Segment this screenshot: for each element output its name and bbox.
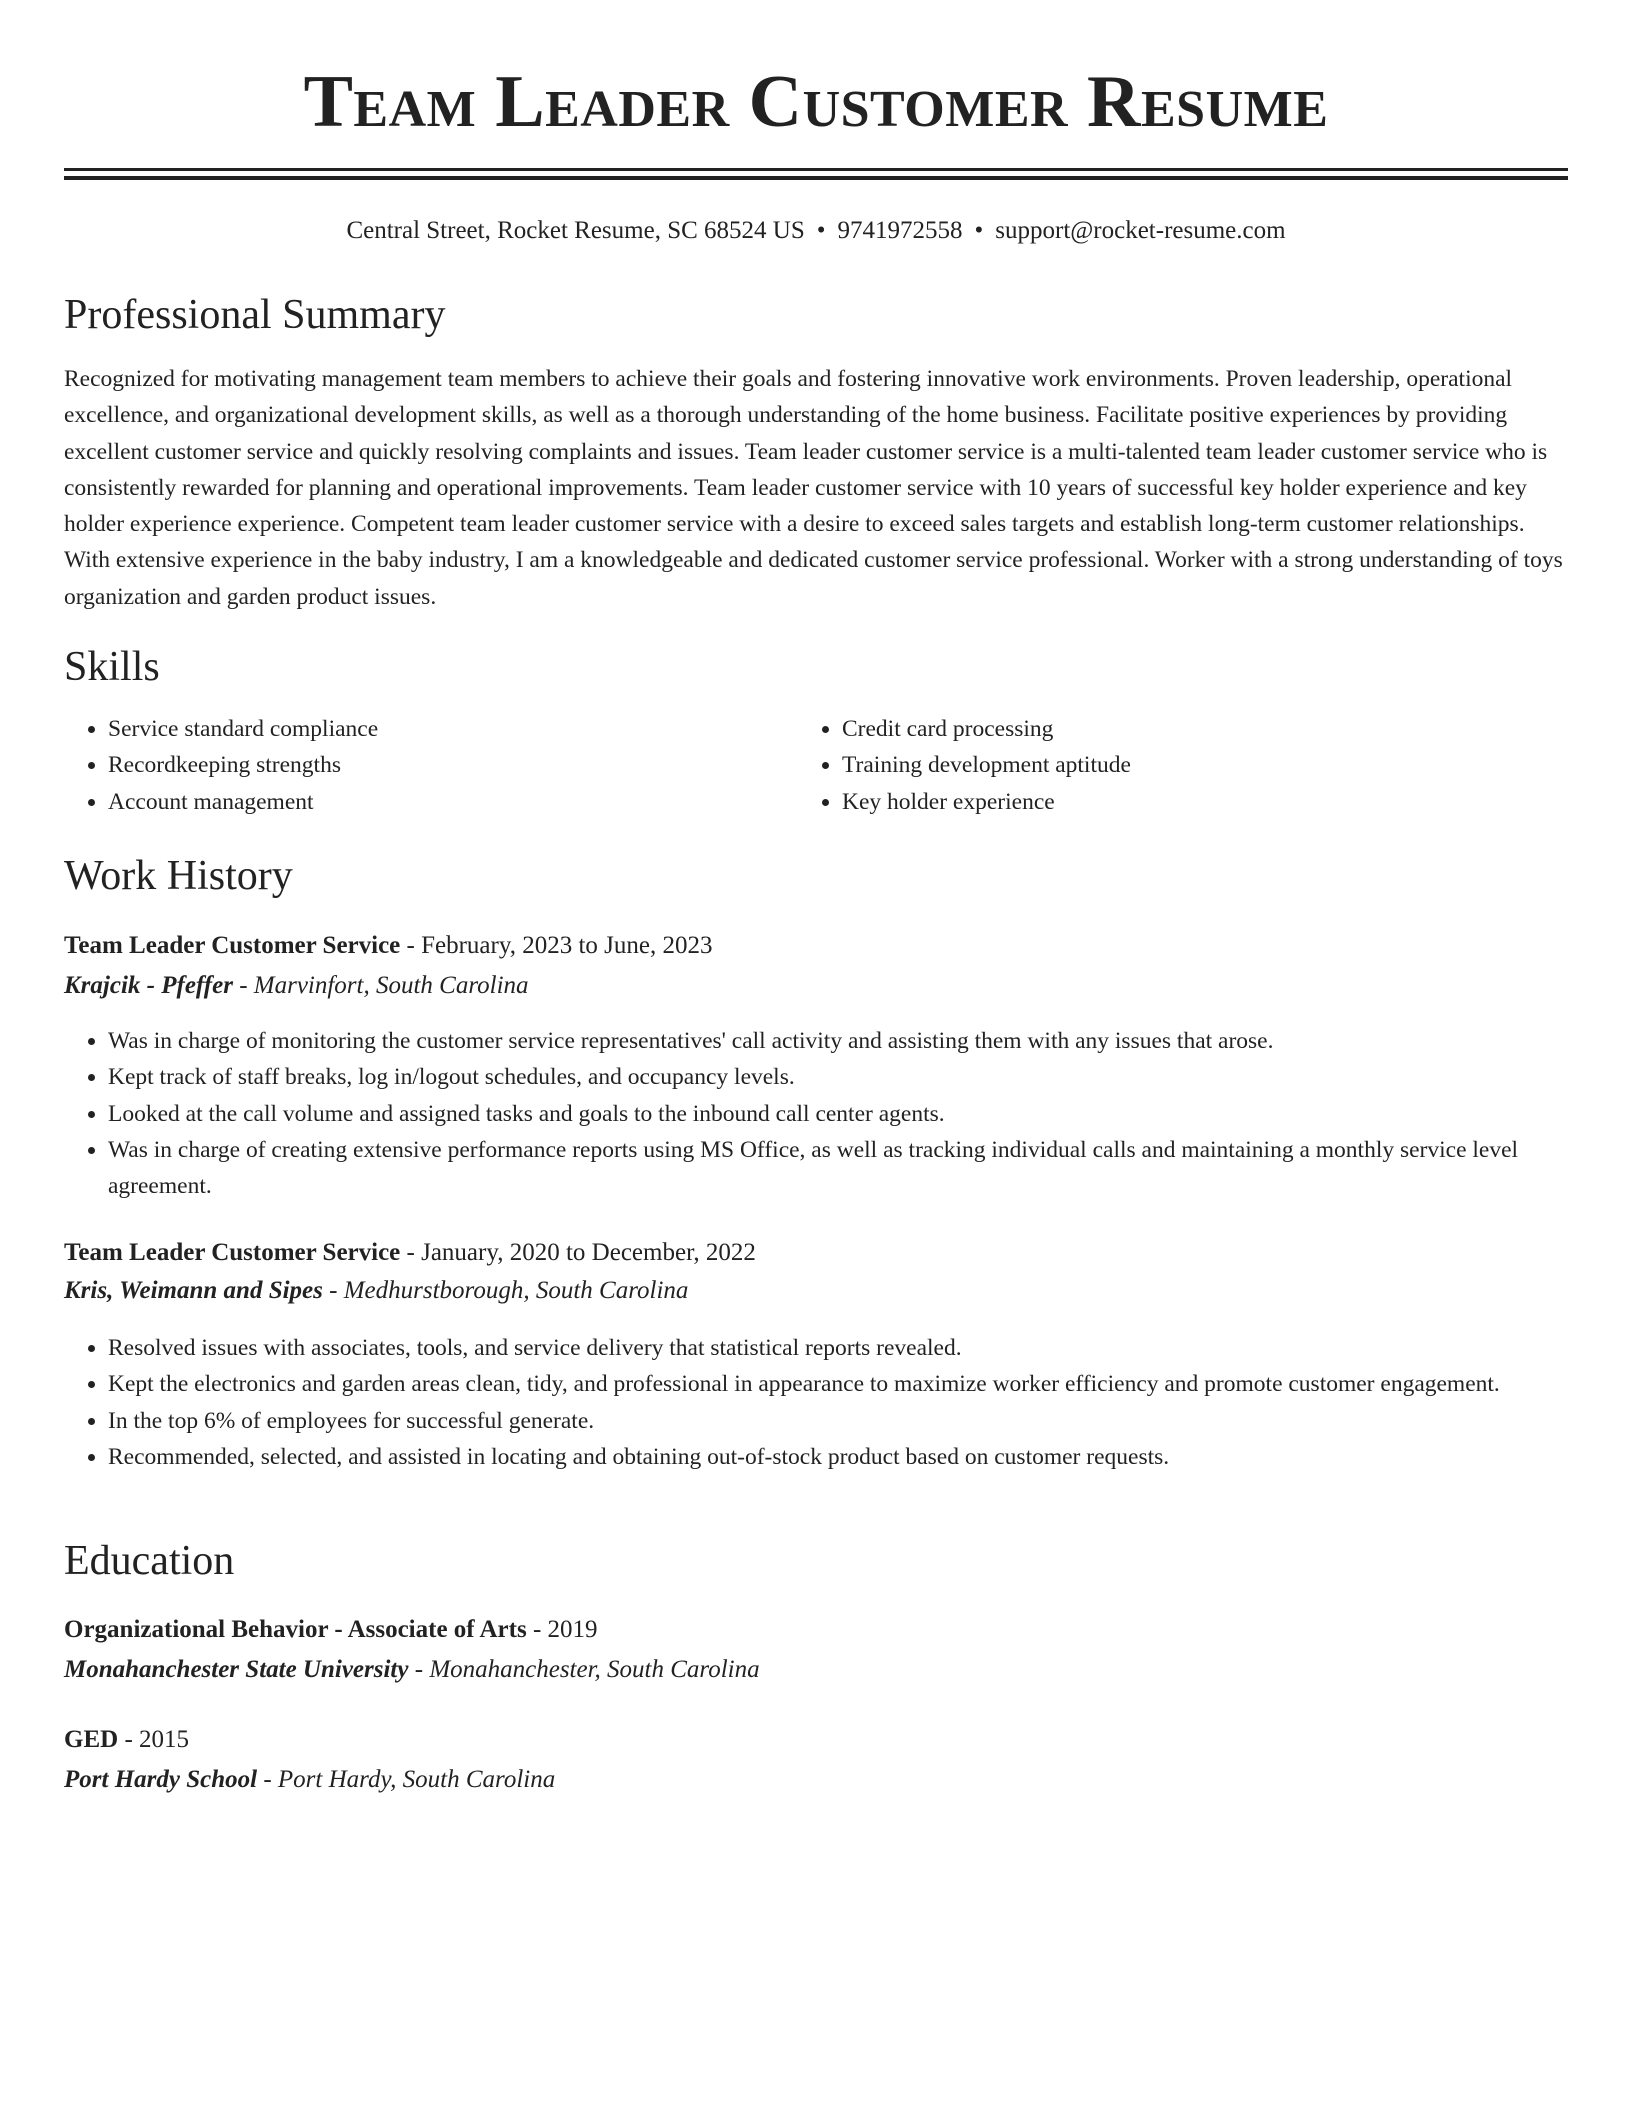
job-bullet: • Looked at the call volume and assigned tasks and goals to the inbound call center agents. [108, 1096, 1568, 1132]
job-bullet: • Resolved issues with associates, tools, and service delivery that statistical reports revealed. [108, 1330, 1568, 1366]
job-dates: January, 2020 to December, 2022 [421, 1239, 756, 1266]
contact-address: Central Street, Rocket Resume, SC 68524 US [346, 217, 805, 244]
education-degree: Organizational Behavior - Associate of Arts [64, 1616, 527, 1643]
education-school: Port Hardy School [64, 1766, 258, 1793]
skill-item: • Service standard compliance [108, 711, 808, 747]
job-bullets [64, 1330, 1568, 1475]
job-company: Kris, Weimann and Sipes [64, 1277, 323, 1304]
job-header: Team Leader Customer Service - February, 2023 to June, 2023 [64, 932, 713, 959]
education-school-line: Monahanchester State University - Monahanchester, South Carolina [64, 1656, 760, 1683]
contact-phone: 9741972558 [837, 217, 963, 244]
resume-page [64, 0, 1568, 1793]
job-bullet: • Kept track of staff breaks, log in/logout schedules, and occupancy levels. [108, 1059, 1568, 1095]
education-location: Port Hardy, South Carolina [277, 1766, 556, 1793]
job-location: Medhurstborough, South Carolina [343, 1277, 689, 1304]
skill-item: • Training development aptitude [842, 747, 1542, 783]
job-bullet: • Was in charge of monitoring the customer service representatives' call activity and assisting them with any issues that arose. [108, 1023, 1568, 1059]
job-location: Marvinfort, South Carolina [253, 972, 529, 999]
education-school-line: Port Hardy School - Port Hardy, South Carolina [64, 1766, 556, 1793]
contact-separator: • [974, 217, 984, 244]
job-employer: Kris, Weimann and Sipes - Medhurstborough, South Carolina [64, 1277, 689, 1304]
job-employer: Krajcik - Pfeffer - Marvinfort, South Carolina [64, 972, 529, 999]
education-location: Monahanchester, South Carolina [429, 1656, 760, 1683]
education-school: Monahanchester State University [64, 1656, 409, 1683]
summary-text: Recognized for motivating management team members to achieve their goals and fostering innovative work environments. Proven leadership, operational excellence, and organizational development skills, as well as a thorough understanding of the home business. Facilitate positive experiences by providing excellent customer service and quickly resolving complaints and issues. Team leader customer service is a multi-talented team leader customer service who is consistently rewarded for planning and operational improvements. Team leader customer service with 10 years of successful key holder experience and key holder experience experience. Competent team leader customer service with a desire to exceed sales targets and establish long-term customer relationships. With extensive experience in the baby industry, I am a knowledgeable and dedicated customer service professional. Worker with a strong understanding of toys organization and garden product issues. [64, 366, 1563, 610]
education-header: Organizational Behavior - Associate of Arts - 2019 [64, 1616, 598, 1643]
job-title: Team Leader Customer Service [64, 932, 401, 959]
job-bullet: • Was in charge of creating extensive performance reports using MS Office, as well as tracking individual calls and maintaining a monthly service level agreement. [108, 1132, 1568, 1205]
job-bullets [64, 1023, 1568, 1204]
skills-list-right [798, 711, 1542, 820]
contact-separator: • [816, 217, 826, 244]
resume-title: Team Leader Customer Resume [303, 61, 1329, 143]
skill-item: • Key holder experience [842, 784, 1542, 820]
education-year: 2015 [139, 1726, 190, 1753]
skills-list-left [64, 711, 808, 820]
summary-heading: Professional Summary [64, 292, 446, 338]
job-dates: February, 2023 to June, 2023 [421, 932, 713, 959]
job-bullet: • Kept the electronics and garden areas clean, tidy, and professional in appearance to maximize worker efficiency and promote customer engagement. [108, 1366, 1568, 1402]
contact-line [64, 214, 1568, 248]
job-bullet: • In the top 6% of employees for successful generate. [108, 1403, 1568, 1439]
education-year: 2019 [547, 1616, 598, 1643]
skill-item: • Credit card processing [842, 711, 1542, 747]
job-bullet: • Recommended, selected, and assisted in locating and obtaining out-of-stock product based on customer requests. [108, 1439, 1568, 1475]
title-divider-top [64, 168, 1568, 171]
job-company: Krajcik - Pfeffer [64, 972, 233, 999]
skill-item: • Account management [108, 784, 808, 820]
education-heading: Education [64, 1538, 235, 1584]
title-divider-bottom [64, 176, 1568, 180]
job-title: Team Leader Customer Service [64, 1239, 401, 1266]
work-heading: Work History [64, 853, 293, 899]
education-degree: GED [64, 1726, 119, 1753]
skills-heading: Skills [64, 644, 160, 690]
contact-email: support@rocket-resume.com [995, 217, 1286, 244]
skill-item: • Recordkeeping strengths [108, 747, 808, 783]
education-header: GED - 2015 [64, 1726, 190, 1753]
job-header: Team Leader Customer Service - January, 2020 to December, 2022 [64, 1239, 756, 1266]
